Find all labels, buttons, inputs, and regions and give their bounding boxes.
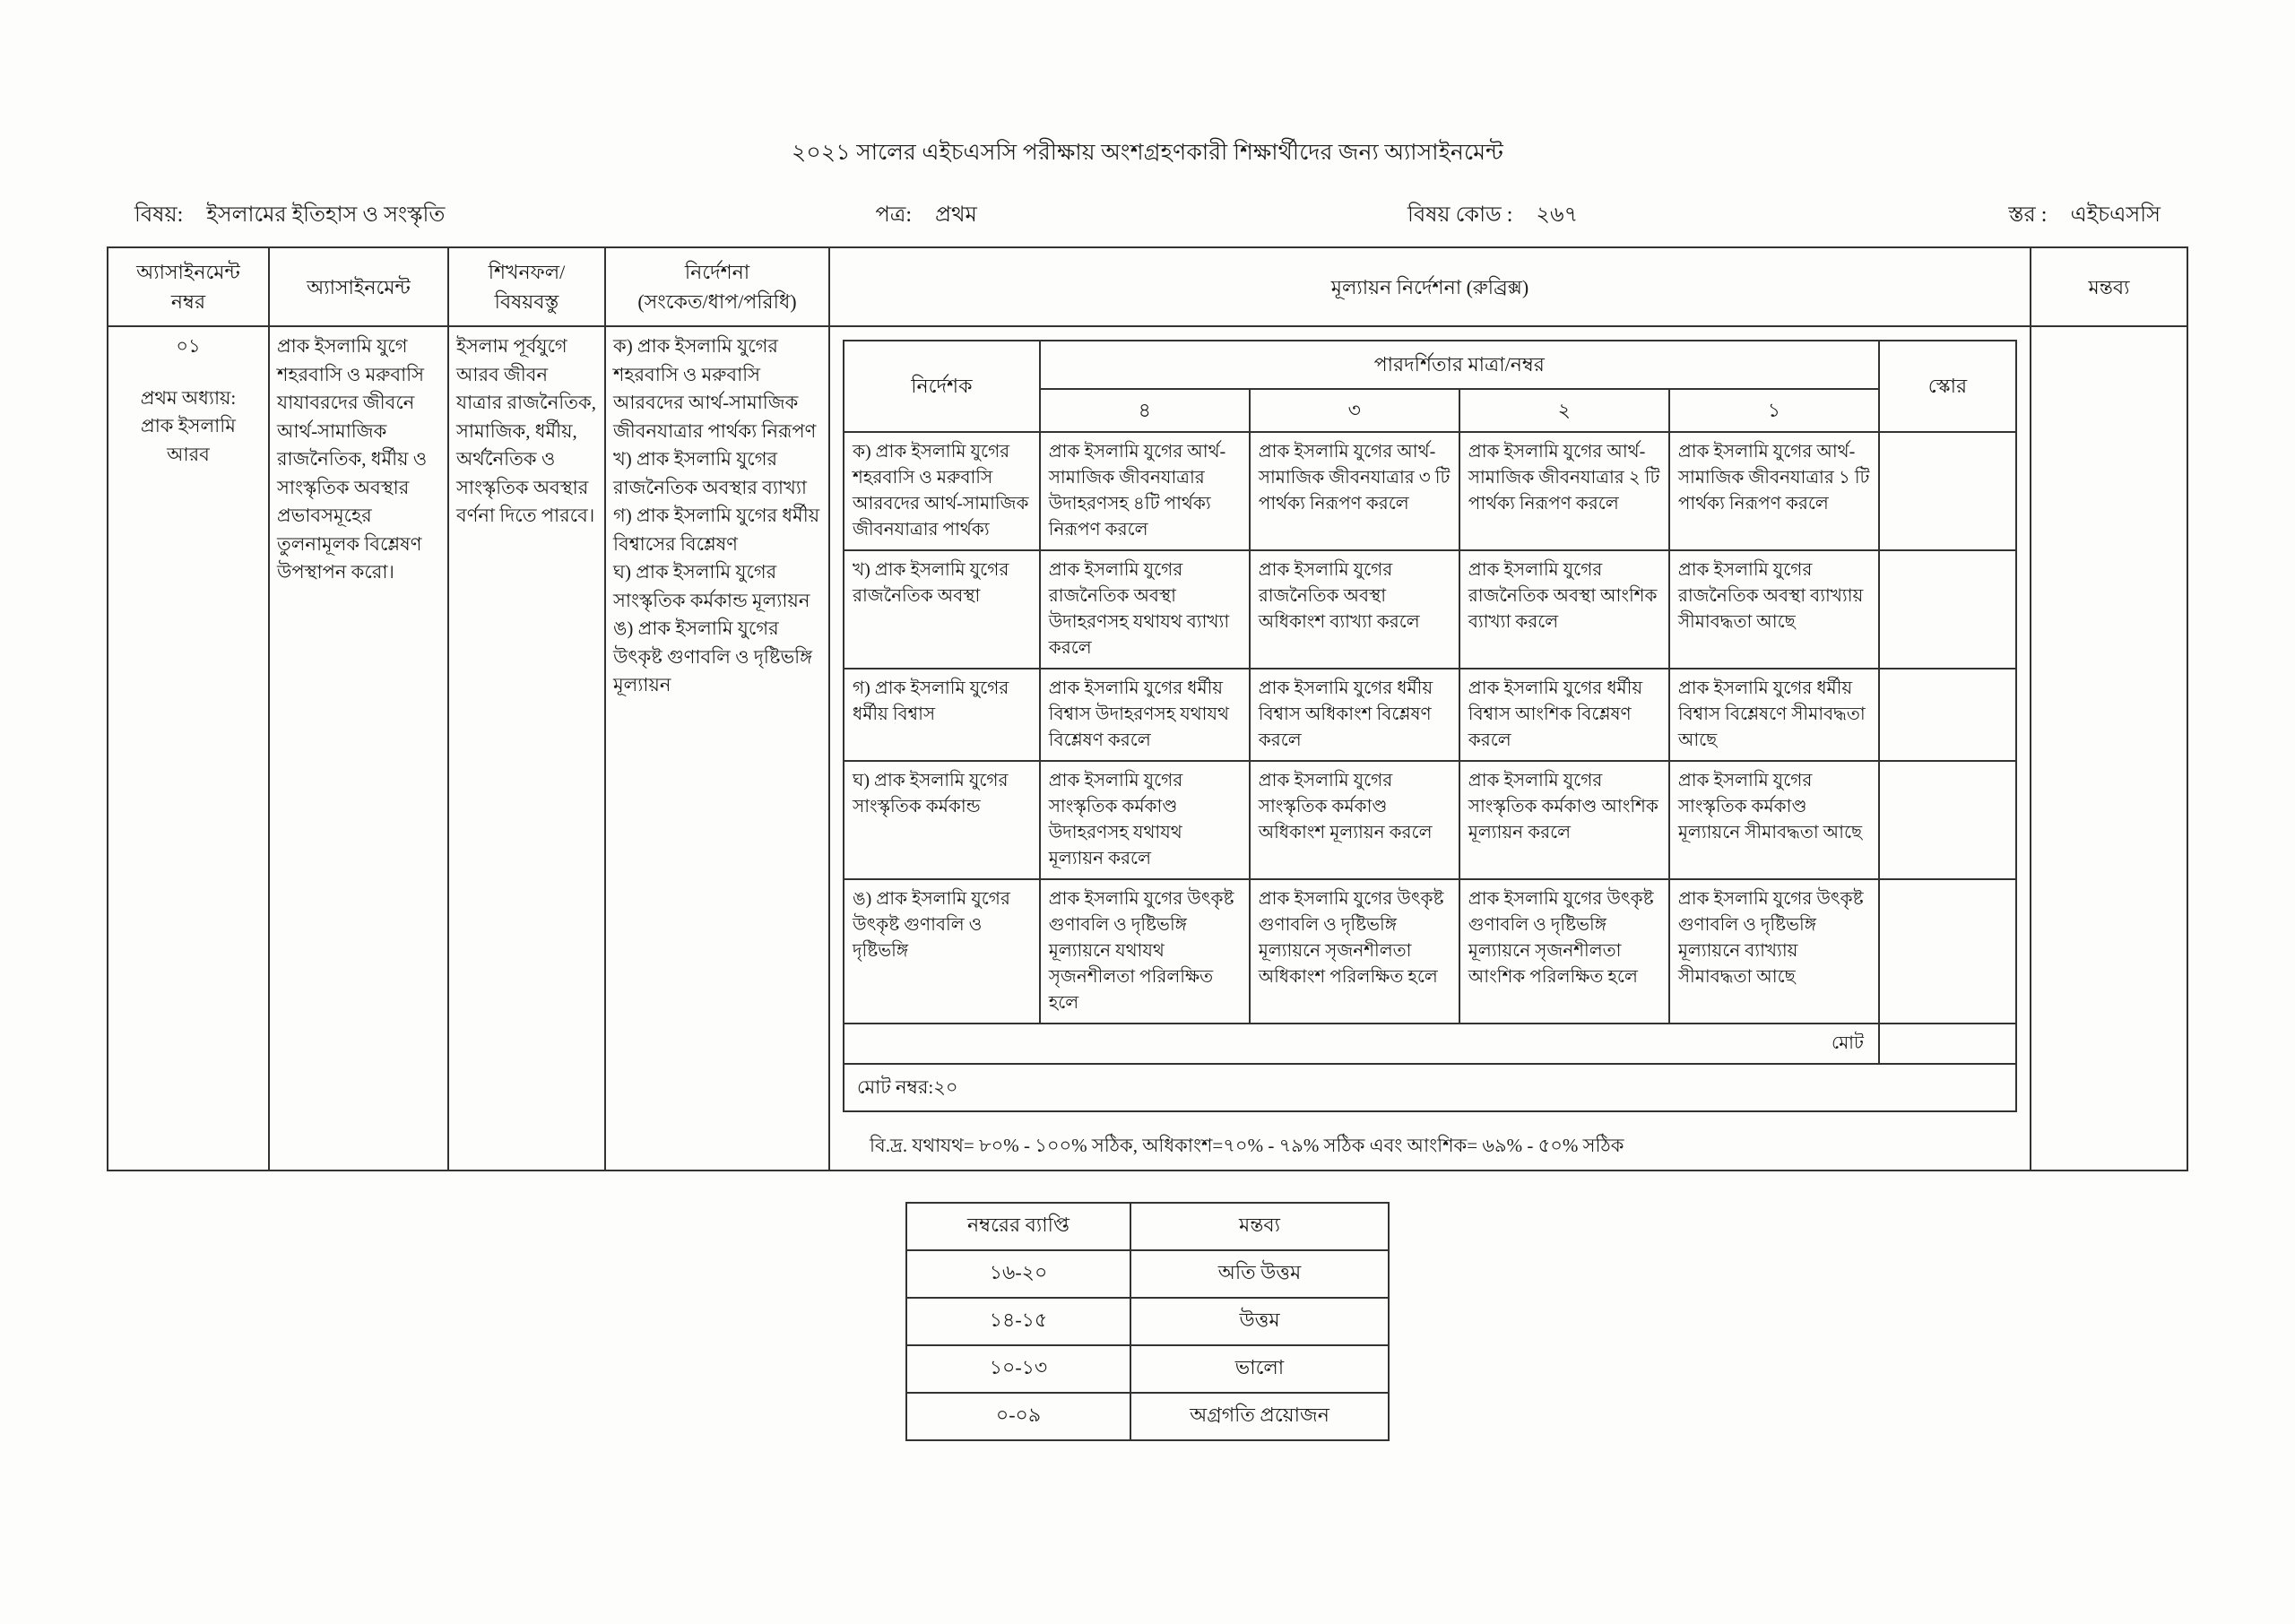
rubric-row (844, 669, 2016, 761)
header-instruction-line2: (সংকেত/ধাপ/পরিধি) (637, 290, 797, 313)
grade-legend-table (905, 1202, 1390, 1441)
rubric-table (843, 340, 2017, 1065)
legend-remark: ভালো (1130, 1345, 1389, 1393)
rubric-indicator: খ) প্রাক ইসলামি যুগের রাজনৈতিক অবস্থা (844, 550, 1040, 669)
rubric-cell: প্রাক ইসলামি যুগের উৎকৃষ্ট গুণাবলি ও দৃষ্টিভঙ্গি মূল্যায়নে সৃজনশীলতা আংশিক পরিলক্ষিত হলে (1459, 879, 1669, 1024)
meta-level (2008, 198, 2161, 234)
rubric-total-row (844, 1024, 2016, 1064)
assignment-chapter-line2: প্রাক ইসলামি (141, 415, 236, 436)
legend-header-remark: মন্তব্য (1130, 1203, 1389, 1250)
header-assignment-no (108, 247, 269, 326)
rubric-cell: প্রাক ইসলামি যুগের রাজনৈতিক অবস্থা আংশিক ব্যাখ্যা করলে (1459, 550, 1669, 669)
rubric-total-score-cell[interactable] (1879, 1024, 2016, 1064)
header-outcome (448, 247, 605, 326)
legend-range: ০-০৯ (906, 1393, 1130, 1440)
rubric-level-1: ১ (1669, 389, 1879, 432)
rubric-cell: প্রাক ইসলামি যুগের উৎকৃষ্ট গুণাবলি ও দৃষ্টিভঙ্গি মূল্যায়নে সৃজনশীলতা অধিকাংশ পরিলক্ষিত হলে (1250, 879, 1459, 1024)
assignment-chapter-line3: আরব (167, 443, 210, 465)
legend-range: ১০-১৩ (906, 1345, 1130, 1393)
rubric-cell: প্রাক ইসলামি যুগের আর্থ-সামাজিক জীবনযাত্রার উদাহরণসহ ৪টি পার্থক্য নিরূপণ করলে (1040, 432, 1250, 550)
rubric-total-label: মোট (844, 1024, 1879, 1064)
rubric-level-2: ২ (1459, 389, 1669, 432)
rubric-row (844, 432, 2016, 550)
legend-remark: অতি উত্তম (1130, 1250, 1389, 1298)
meta-paper (876, 198, 977, 234)
header-assignment-no-line1: অ্যাসাইনমেন্ট (136, 261, 240, 283)
meta-subject (134, 198, 445, 234)
meta-paper-value: প্রথম (935, 203, 977, 227)
meta-code-value: ২৬৭ (1536, 203, 1579, 227)
rubric-indicator: ঙ) প্রাক ইসলামি যুগের উৎকৃষ্ট গুণাবলি ও দৃষ্টিভঙ্গি (844, 879, 1040, 1024)
rubric-level-3: ৩ (1250, 389, 1459, 432)
rubric-row (844, 550, 2016, 669)
meta-subject-label: বিষয়: (134, 203, 184, 227)
cell-outcome-text: ইসলাম পূর্বযুগে আরব জীবন যাত্রার রাজনৈতিক, সামাজিক, ধর্মীয়, অর্থনৈতিক ও সাংস্কৃতিক অবস্থার বর্ণনা দিতে পারবে। (448, 326, 605, 1170)
rubric-header-row (844, 341, 2016, 389)
total-marks-text: মোট নম্বর:২০ (843, 1065, 2017, 1113)
assignment-table (107, 246, 2188, 1171)
header-remark: মন্তব্য (2031, 247, 2187, 326)
rubric-header-indicator: নির্দেশক (844, 341, 1040, 432)
cell-instruction-list (605, 326, 829, 1170)
meta-code-label: বিষয় কোড : (1407, 203, 1513, 227)
rubric-cell: প্রাক ইসলামি যুগের সাংস্কৃতিক কর্মকাণ্ড মূল্যায়নে সীমাবদ্ধতা আছে (1669, 761, 1879, 879)
rubric-cell: প্রাক ইসলামি যুগের ধর্মীয় বিশ্বাস আংশিক বিশ্লেষণ করলে (1459, 669, 1669, 761)
rubric-row (844, 761, 2016, 879)
instruction-item: ক) প্রাক ইসলামি যুগের শহরবাসি ও মরুবাসি আরবদের আর্থ-সামাজিক জীবনযাত্রার পার্থক্য নিরূপণ (613, 335, 817, 442)
legend-remark: অগ্রগতি প্রয়োজন (1130, 1393, 1389, 1440)
meta-subject-value: ইসলামের ইতিহাস ও সংস্কৃতি (206, 203, 446, 227)
rubric-header-levels: পারদর্শিতার মাত্রা/নম্বর (1040, 341, 1879, 389)
rubric-cell: প্রাক ইসলামি যুগের সাংস্কৃতিক কর্মকাণ্ড উদাহরণসহ যথাযথ মূল্যায়ন করলে (1040, 761, 1250, 879)
rubric-cell: প্রাক ইসলামি যুগের সাংস্কৃতিক কর্মকাণ্ড আংশিক মূল্যায়ন করলে (1459, 761, 1669, 879)
rubric-cell: প্রাক ইসলামি যুগের আর্থ-সামাজিক জীবনযাত্রার ২ টি পার্থক্য নিরূপণ করলে (1459, 432, 1669, 550)
legend-remark: উত্তম (1130, 1298, 1389, 1345)
rubric-score-cell[interactable] (1879, 550, 2016, 669)
rubric-score-cell[interactable] (1879, 669, 2016, 761)
rubric-indicator: ঘ) প্রাক ইসলামি যুগের সাংস্কৃতিক কর্মকান্ড (844, 761, 1040, 879)
header-outcome-line2: বিষয়বস্তু (494, 290, 559, 313)
rubric-cell: প্রাক ইসলামি যুগের রাজনৈতিক অবস্থা অধিকাংশ ব্যাখ্যা করলে (1250, 550, 1459, 669)
instruction-item: ঘ) প্রাক ইসলামি যুগের সাংস্কৃতিক কর্মকান্ড মূল্যায়ন (613, 561, 810, 611)
meta-code (1407, 198, 1578, 234)
table-row (108, 326, 2187, 1170)
rubric-cell: প্রাক ইসলামি যুগের ধর্মীয় বিশ্বাস অধিকাংশ বিশ্লেষণ করলে (1250, 669, 1459, 761)
instruction-item: ঙ) প্রাক ইসলামি যুগের উৎকৃষ্ট গুণাবলি ও দৃষ্টিভঙ্গি মূল্যায়ন (613, 618, 813, 695)
instruction-item: গ) প্রাক ইসলামি যুগের ধর্মীয় বিশ্বাসের বিশ্লেষণ (613, 505, 820, 555)
rubric-cell: প্রাক ইসলামি যুগের উৎকৃষ্ট গুণাবলি ও দৃষ্টিভঙ্গি মূল্যায়নে ব্যাখ্যায় সীমাবদ্ধতা আছে (1669, 879, 1879, 1024)
rubric-cell: প্রাক ইসলামি যুগের সাংস্কৃতিক কর্মকাণ্ড অধিকাংশ মূল্যায়ন করলে (1250, 761, 1459, 879)
rubric-cell: প্রাক ইসলামি যুগের উৎকৃষ্ট গুণাবলি ও দৃষ্টিভঙ্গি মূল্যায়নে যথাযথ সৃজনশীলতা পরিলক্ষিত হলে (1040, 879, 1250, 1024)
rubric-score-cell[interactable] (1879, 879, 2016, 1024)
table-header-row (108, 247, 2187, 326)
legend-header-range: নম্বরের ব্যাপ্তি (906, 1203, 1130, 1250)
legend-range: ১৪-১৫ (906, 1298, 1130, 1345)
rubric-cell: প্রাক ইসলামি যুগের আর্থ-সামাজিক জীবনযাত্রার ৩ টি পার্থক্য নিরূপণ করলে (1250, 432, 1459, 550)
rubric-row (844, 879, 2016, 1024)
cell-remark[interactable] (2031, 326, 2187, 1170)
rubric-cell: প্রাক ইসলামি যুগের রাজনৈতিক অবস্থা উদাহরণসহ যথাযথ ব্যাখ্যা করলে (1040, 550, 1250, 669)
legend-row (906, 1250, 1389, 1298)
legend-header-row (906, 1203, 1389, 1250)
rubric-cell: প্রাক ইসলামি যুগের ধর্মীয় বিশ্বাস উদাহরণসহ যথাযথ বিশ্লেষণ করলে (1040, 669, 1250, 761)
rubric-cell: প্রাক ইসলামি যুগের আর্থ-সামাজিক জীবনযাত্রার ১ টি পার্থক্য নিরূপণ করলে (1669, 432, 1879, 550)
rubric-cell: প্রাক ইসলামি যুগের রাজনৈতিক অবস্থা ব্যাখ্যায় সীমাবদ্ধতা আছে (1669, 550, 1879, 669)
rubric-indicator: ক) প্রাক ইসলামি যুগের শহরবাসি ও মরুবাসি আরবদের আর্থ-সামাজিক জীবনযাত্রার পার্থক্য (844, 432, 1040, 550)
rubric-level-4: ৪ (1040, 389, 1250, 432)
header-assignment: অ্যাসাইনমেন্ট (269, 247, 448, 326)
legend-row (906, 1393, 1389, 1440)
rubric-score-cell[interactable] (1879, 432, 2016, 550)
document-meta (134, 198, 2161, 234)
cell-rubric (829, 326, 2031, 1170)
legend-row (906, 1298, 1389, 1345)
assignment-number-value: ০১ (176, 335, 201, 357)
header-assignment-no-line2: নম্বর (170, 290, 206, 313)
meta-level-value: এইচএসসি (2070, 203, 2161, 227)
header-outcome-line1: শিখনফল/ (488, 261, 566, 283)
legend-range: ১৬-২০ (906, 1250, 1130, 1298)
instruction-item: খ) প্রাক ইসলামি যুগের রাজনৈতিক অবস্থার ব্যাখ্যা (613, 448, 807, 498)
page-title: ২০২১ সালের এইচএসসি পরীক্ষায় অংশগ্রহণকারী শিক্ষার্থীদের জন্য অ্যাসাইনমেন্ট (791, 141, 1504, 165)
rubric-cell: প্রাক ইসলামি যুগের ধর্মীয় বিশ্বাস বিশ্লেষণে সীমাবদ্ধতা আছে (1669, 669, 1879, 761)
rubric-score-cell[interactable] (1879, 761, 2016, 879)
assignment-chapter-line1: প্রথম অধ্যায়: (140, 386, 237, 409)
header-instruction-line1: নির্দেশনা (684, 261, 750, 283)
header-instruction (605, 247, 829, 326)
cell-assignment-number (108, 326, 269, 1170)
header-rubric: মূল্যায়ন নির্দেশনা (রুব্রিক্স) (829, 247, 2031, 326)
legend-row (906, 1345, 1389, 1393)
rubric-header-score: স্কোর (1879, 341, 2016, 432)
meta-level-label: স্তর : (2008, 203, 2048, 227)
rubric-note: বি.দ্র. যথাযথ= ৮০% - ১০০% সঠিক, অধিকাংশ=৭০% - ৭৯% সঠিক এবং আংশিক= ৬৯% - ৫০% সঠিক (870, 1135, 1624, 1157)
rubric-indicator: গ) প্রাক ইসলামি যুগের ধর্মীয় বিশ্বাস (844, 669, 1040, 761)
meta-paper-label: পত্র: (875, 203, 913, 227)
cell-assignment-text: প্রাক ইসলামি যুগে শহরবাসি ও মরুবাসি যাযাবরদের জীবনে আর্থ-সামাজিক রাজনৈতিক, ধর্মীয় ও সাংস্কৃতিক অবস্থার প্রভাবসমূহের তুলনামূলক বিশ্লেষণ উপস্থাপন করো। (269, 326, 448, 1170)
